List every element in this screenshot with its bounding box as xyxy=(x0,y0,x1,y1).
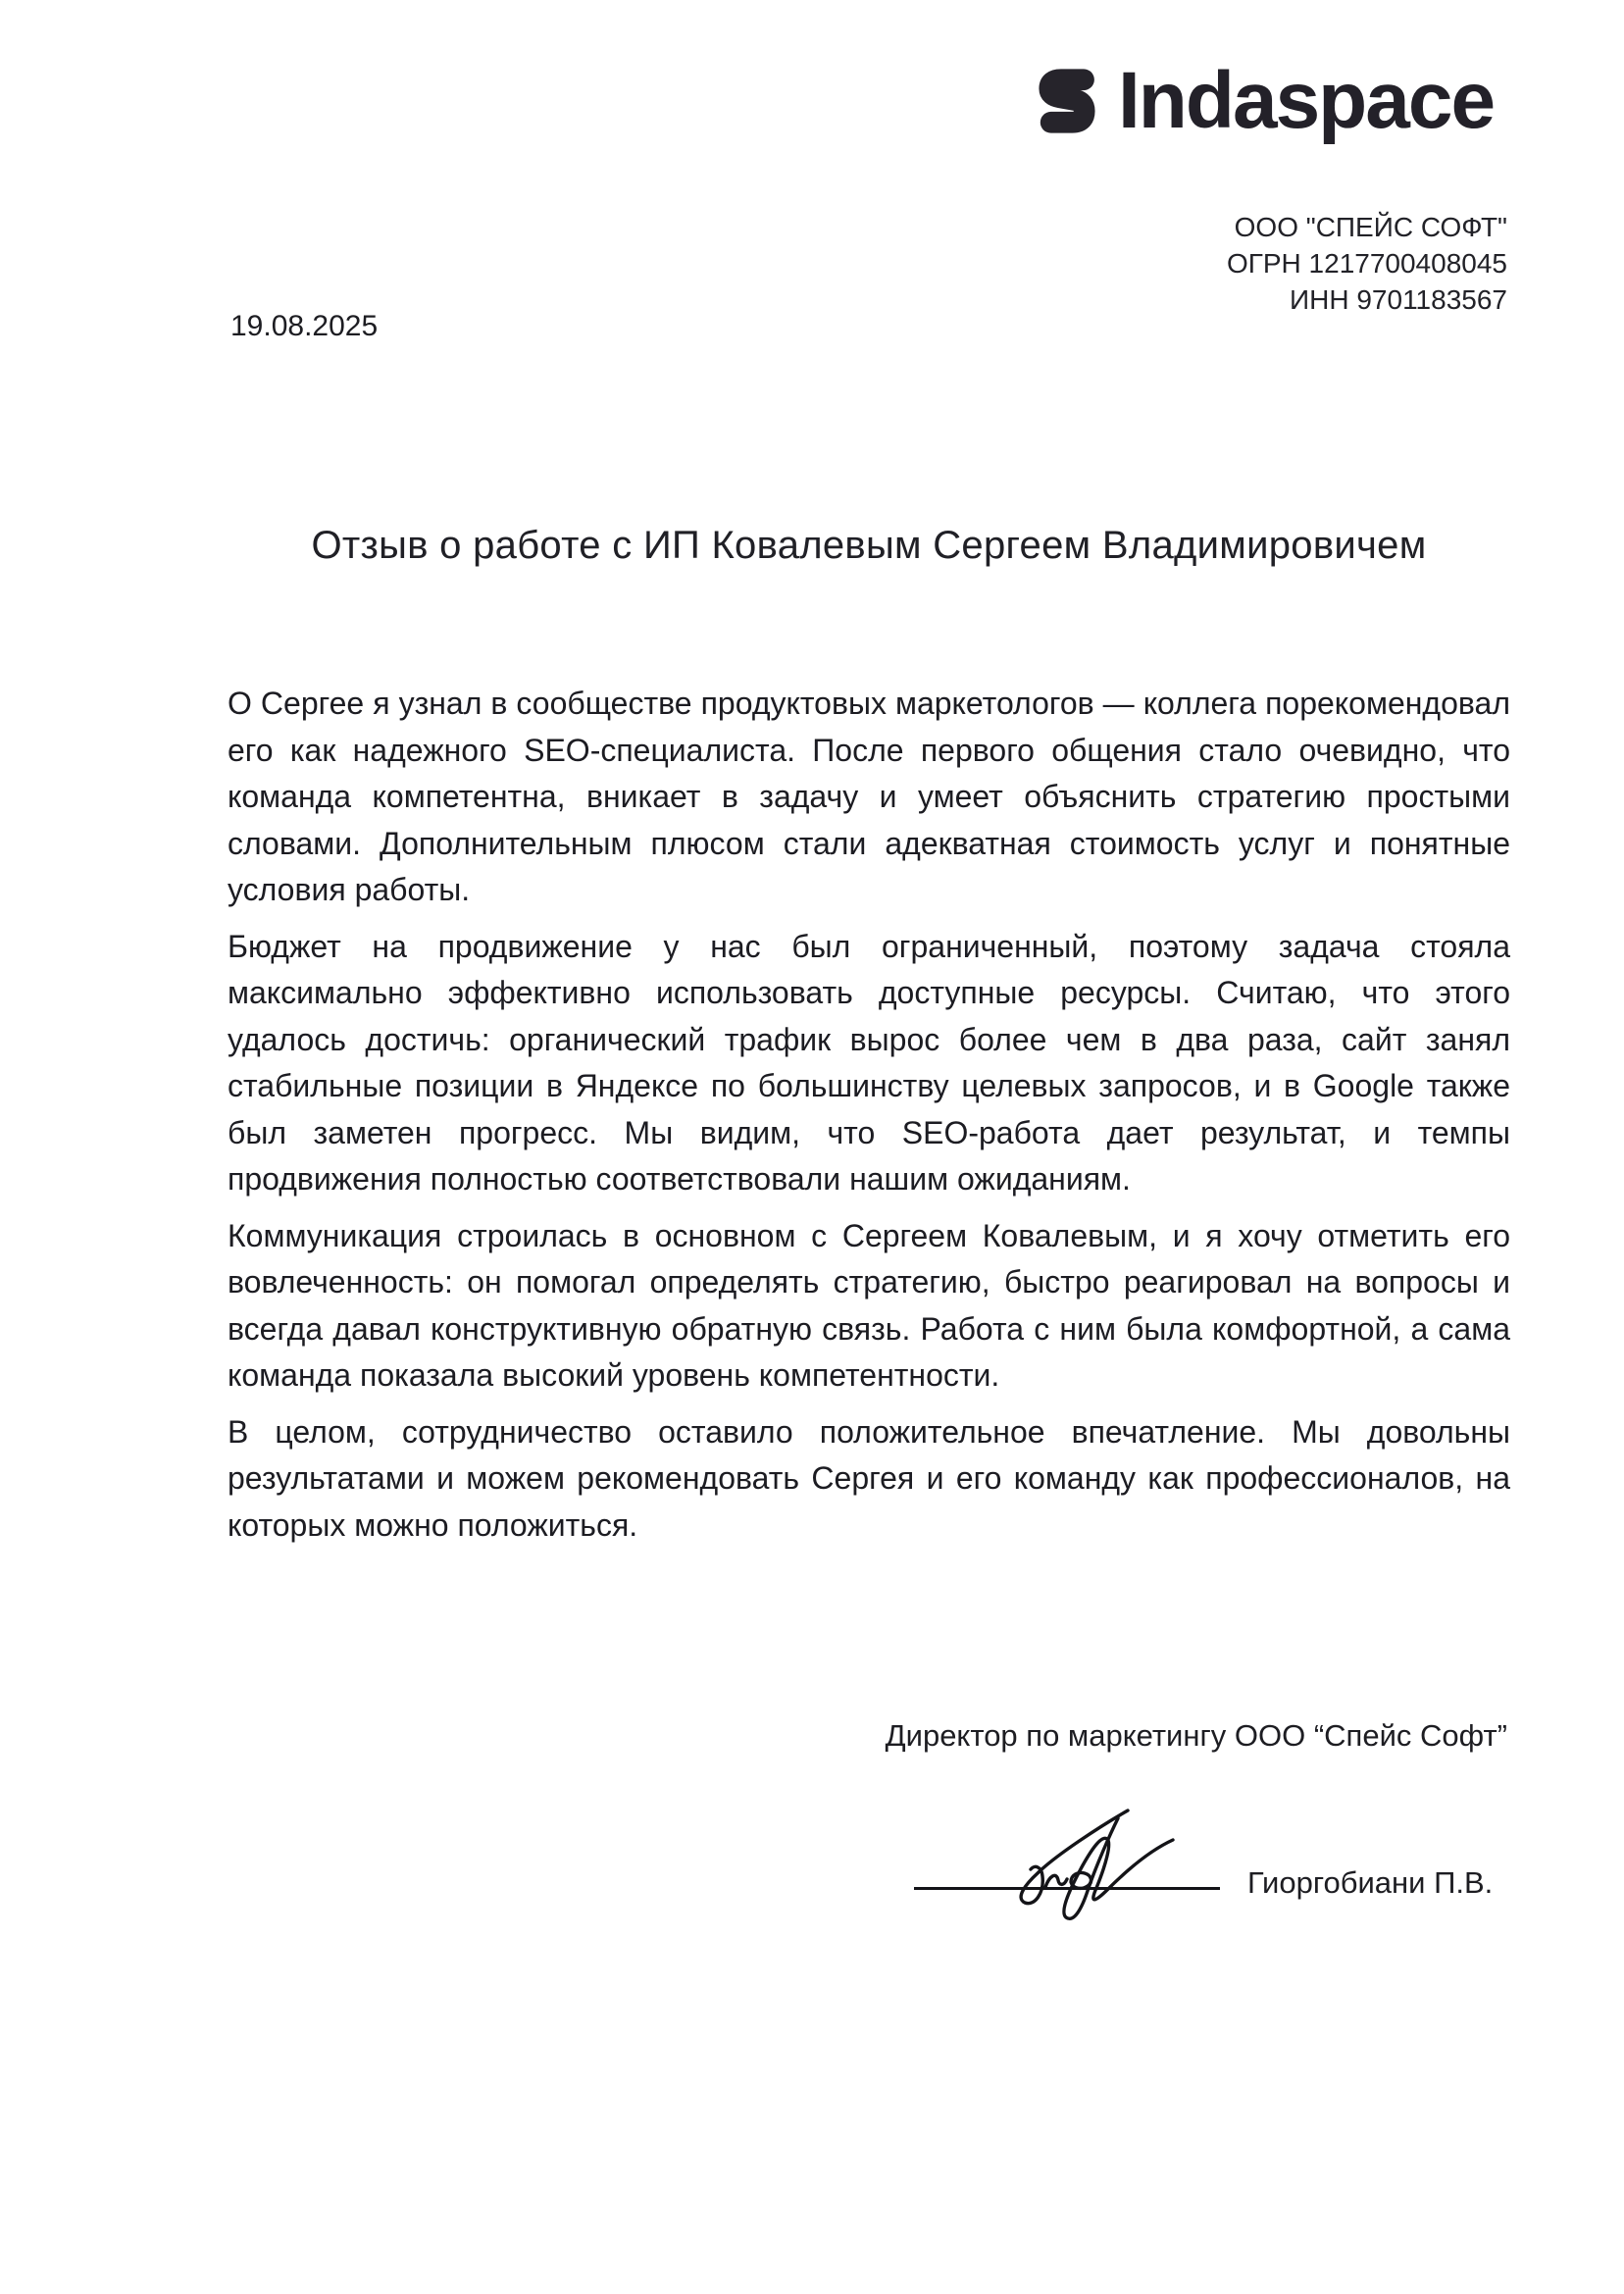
company-ogrn-line: ОГРН 1217700408045 xyxy=(1226,248,1507,279)
document-body xyxy=(228,681,1510,1558)
document-title: Отзыв о работе с ИП Ковалевым Сергеем Владимировичем xyxy=(311,524,1427,567)
paragraph: О Сергее я узнал в сообществе продуктовых маркетологов — коллега порекомендовал его как надежного SEO-специалиста. После первого общения стало очевидно, что команда компетентна, вникает в задачу и умеет объяснить стратегию простыми словами. Дополнительным плюсом стали адекватная стоимость услуг и понятные условия работы. xyxy=(228,686,1510,907)
signature-scribble xyxy=(998,1807,1198,1930)
paragraph: Коммуникация строилась в основном с Сергеем Ковалевым, и я хочу отметить его вовлеченность: он помогал определять стратегию, быстро реагировал на вопросы и всегда давал конструктивную обратную связь. Работа с ним была комфортной, а сама команда показала высокий уровень компетентности. xyxy=(228,1217,1510,1393)
company-requisites xyxy=(1227,209,1507,318)
paragraph: Бюджет на продвижение у нас был ограниченный, поэтому задача стояла максимально эффективно использовать доступные ресурсы. Считаю, что этого удалось достичь: органический трафик вырос более чем в два раза, сайт занял стабильные позиции в Яндексе по большинству целевых запросов, и в Google также был заметен прогресс. Мы видим, что SEO-работа дает результат, и темпы продвижения полностью соответствовали нашим ожиданиям. xyxy=(228,928,1510,1197)
brand-wordmark: Indaspace xyxy=(1118,56,1495,145)
paragraph: В целом, сотрудничество оставило положительное впечатление. Мы довольны результатами и можем рекомендовать Сергея и его команду как профессионалов, на которых можно положиться. xyxy=(228,1413,1510,1543)
signer-name: Гиоргобиани П.В. xyxy=(1247,1865,1494,1900)
company-inn-line: ИНН 9701183567 xyxy=(1290,284,1507,315)
letterhead-logo xyxy=(1034,56,1495,145)
signer-role-title: Директор по маркетингу ООО “Спейс Софт” xyxy=(885,1718,1507,1753)
indaspace-s-icon xyxy=(1034,66,1100,136)
company-name-line: ООО "СПЕЙС СОФТ" xyxy=(1234,212,1507,242)
document-date: 19.08.2025 xyxy=(230,310,379,342)
